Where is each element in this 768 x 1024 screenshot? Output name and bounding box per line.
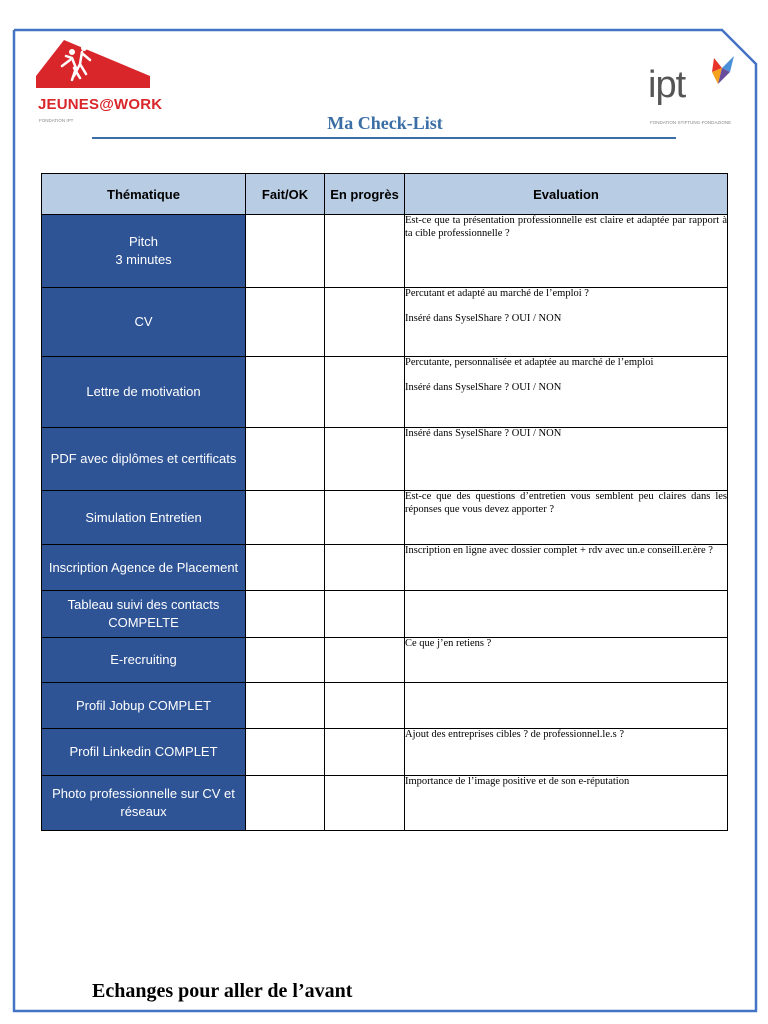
jeunes-at-work-subtitle: FONDATION IPT: [39, 118, 74, 123]
theme-cell: [42, 215, 246, 288]
evaluation-text: Importance de l’image positive et de son e-réputation: [405, 776, 630, 787]
theme-label: Lettre de motivation: [86, 384, 201, 399]
jeunes-at-work-brand: JEUNES@WORK: [38, 96, 163, 113]
evaluation-text: Est-ce que des questions d’entretien vous semblent peu claires dans les réponses que vous devez apporter ?: [405, 491, 727, 515]
en-progres-cell[interactable]: [325, 288, 405, 357]
evaluation-cell: [405, 683, 728, 729]
fait-ok-cell[interactable]: [246, 491, 325, 545]
fait-ok-cell[interactable]: [246, 683, 325, 729]
evaluation-text: Percutante, personnalisée et adaptée au marché de l’emploi: [405, 357, 654, 368]
table-row: [42, 545, 728, 591]
en-progres-cell[interactable]: [325, 776, 405, 831]
checklist-table: [41, 173, 728, 831]
theme-label: Simulation Entretien: [85, 509, 202, 525]
table-header-row: [42, 174, 728, 215]
fait-ok-cell[interactable]: [246, 215, 325, 288]
evaluation-text: Percutant et adapté au marché de l’emploi ?: [405, 288, 589, 299]
evaluation-text: Inséré dans SyselShare ? OUI / NON: [405, 312, 562, 324]
theme-label: Pitch: [129, 234, 158, 249]
theme-label: Inscription Agence de Placement: [48, 559, 239, 575]
theme-label: 3 minutes: [115, 252, 172, 267]
theme-label: E-recruiting: [110, 652, 177, 667]
evaluation-cell: [405, 428, 728, 491]
theme-cell: [42, 729, 246, 776]
evaluation-cell: [405, 591, 728, 638]
evaluation-cell: [405, 491, 728, 545]
evaluation-text: Inscription en ligne avec dossier complet + rdv avec un.e conseill.er.ère ?: [405, 545, 713, 556]
theme-label: Tableau suivi des contacts COMPELTE: [67, 597, 220, 630]
table-row: [42, 683, 728, 729]
evaluation-text: Inséré dans SyselShare ? OUI / NON: [405, 381, 562, 393]
en-progres-cell[interactable]: [325, 357, 405, 428]
theme-cell: [42, 491, 246, 545]
theme-cell: [42, 591, 246, 638]
theme-label: PDF avec diplômes et certificats: [50, 451, 237, 466]
evaluation-cell: [405, 638, 728, 683]
table-row: [42, 491, 728, 545]
theme-label: CV: [134, 314, 153, 329]
evaluation-cell: [405, 288, 728, 357]
theme-label: Profil Linkedin COMPLET: [69, 744, 218, 759]
en-progres-cell[interactable]: [325, 729, 405, 776]
table-row: [42, 591, 728, 638]
theme-label: Profil Jobup COMPLET: [75, 697, 212, 713]
jeunes-at-work-logo: [36, 38, 163, 128]
footer-text: Echanges pour aller de l’avant: [92, 980, 353, 1002]
fait-ok-cell[interactable]: [246, 357, 325, 428]
theme-cell: [42, 428, 246, 491]
table-row: [42, 638, 728, 683]
theme-cell: [42, 776, 246, 831]
ipt-subtitle: FONDATION·STIFTUNG·FONDAZIONE: [650, 120, 732, 125]
table-row: [42, 776, 728, 831]
theme-cell: [42, 288, 246, 357]
en-progres-cell[interactable]: [325, 545, 405, 591]
fait-ok-cell[interactable]: [246, 638, 325, 683]
table-row: [42, 428, 728, 491]
ipt-logo: [642, 54, 738, 130]
evaluation-cell: [405, 215, 728, 288]
table-row: [42, 215, 728, 288]
evaluation-text: Ajout des entreprises cibles ? de professionnel.le.s ?: [405, 729, 624, 740]
fait-ok-cell[interactable]: [246, 288, 325, 357]
theme-cell: [42, 545, 246, 591]
table-row: [42, 288, 728, 357]
title-underline: [92, 137, 676, 139]
en-progres-cell[interactable]: [325, 491, 405, 545]
page-title: Ma Check-List: [327, 113, 443, 133]
table-row: [42, 729, 728, 776]
column-header-evaluation: Evaluation: [405, 174, 728, 215]
evaluation-cell: [405, 776, 728, 831]
en-progres-cell[interactable]: [325, 428, 405, 491]
column-header-fait-ok: Fait/OK: [246, 174, 325, 215]
evaluation-text: Est-ce que ta présentation professionnelle est claire et adaptée par rapport à ta cible professionnelle ?: [405, 215, 727, 239]
column-header-en-progres: En progrès: [325, 174, 405, 215]
theme-label: Photo professionnelle sur CV et réseaux: [52, 786, 235, 819]
fait-ok-cell[interactable]: [246, 729, 325, 776]
theme-cell: [42, 683, 246, 729]
fait-ok-cell[interactable]: [246, 428, 325, 491]
evaluation-cell: [405, 357, 728, 428]
theme-cell: [42, 357, 246, 428]
fait-ok-cell[interactable]: [246, 591, 325, 638]
ipt-brand: ipt: [648, 64, 686, 106]
evaluation-cell: [405, 545, 728, 591]
fait-ok-cell[interactable]: [246, 545, 325, 591]
evaluation-text: Ce que j’en retiens ?: [405, 638, 492, 649]
en-progres-cell[interactable]: [325, 638, 405, 683]
column-header-thematique: Thématique: [42, 174, 246, 215]
theme-cell: [42, 638, 246, 683]
table-row: [42, 357, 728, 428]
evaluation-cell: [405, 729, 728, 776]
en-progres-cell[interactable]: [325, 591, 405, 638]
jeunes-at-work-logo-mark: [36, 38, 156, 94]
en-progres-cell[interactable]: [325, 215, 405, 288]
en-progres-cell[interactable]: [325, 683, 405, 729]
fait-ok-cell[interactable]: [246, 776, 325, 831]
evaluation-text: Inséré dans SyselShare ? OUI / NON: [405, 428, 562, 439]
